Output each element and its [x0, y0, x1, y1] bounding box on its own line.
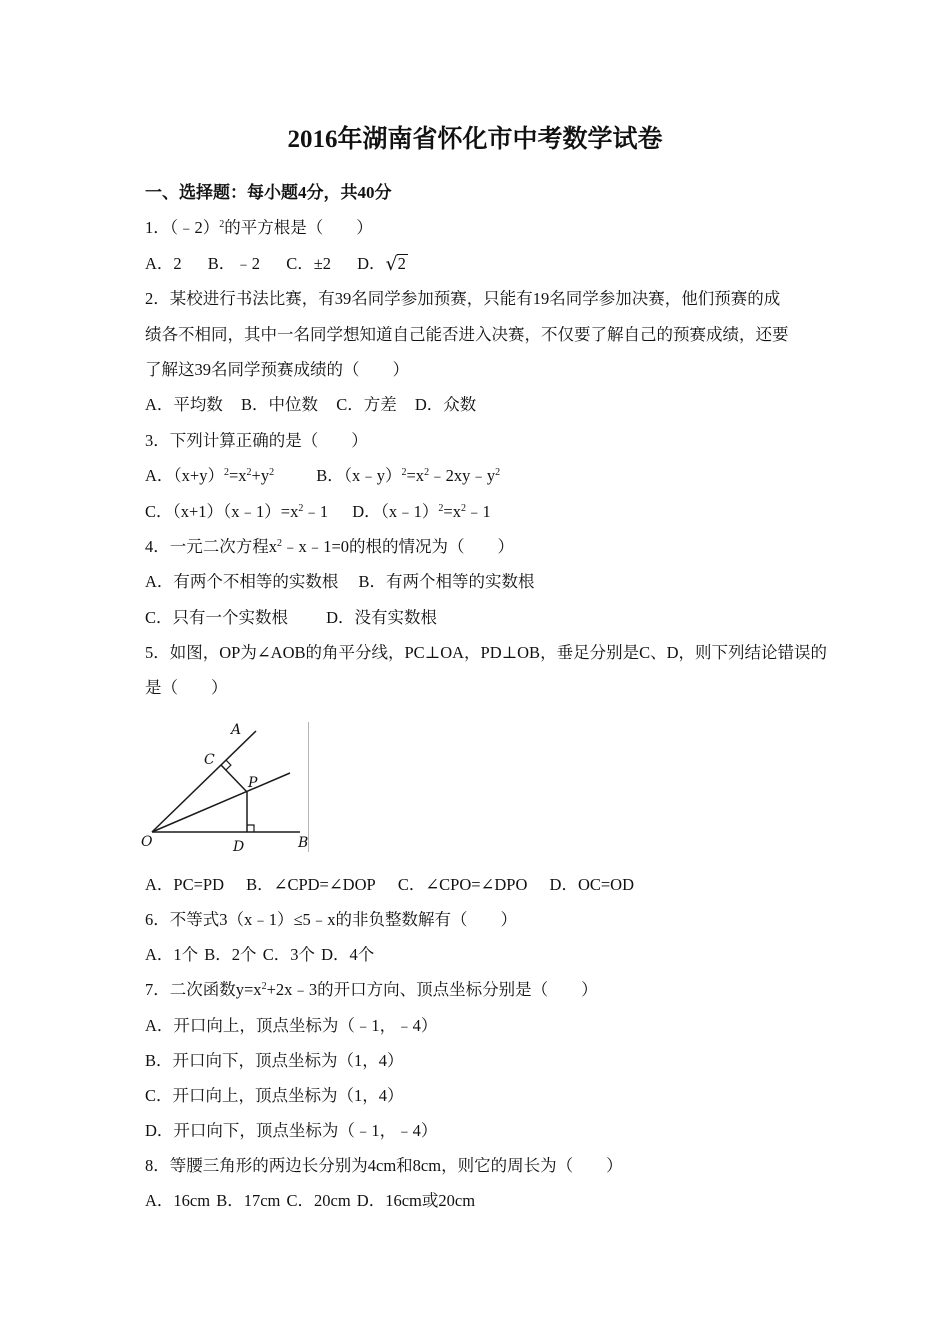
- question-6-option-a: A．1个: [145, 945, 199, 965]
- question-4-options-ab: [145, 564, 865, 599]
- question-7-stem-text: +2x﹣3的开口方向、顶点坐标分别是（ ）: [266, 980, 598, 1000]
- exam-content: [141, 175, 865, 1218]
- question-8-option-c: C．20cm: [286, 1191, 351, 1210]
- question-5-option-b: B．∠CPD=∠DOP: [246, 875, 376, 895]
- option-label: D．: [357, 253, 386, 273]
- superscript: 2: [277, 537, 282, 549]
- superscript: 2: [495, 467, 501, 479]
- question-4-option-b: B．有两个相等的实数根: [358, 572, 535, 592]
- question-1-options: [145, 246, 865, 281]
- question-2-stem-line-2: 绩各不相同，其中一名同学想知道自己能否进入决赛，不仅要了解自己的预赛成绩，还要: [145, 324, 789, 344]
- question-1-stem-text: 的平方根是（ ）: [224, 218, 373, 238]
- math-text: =x: [228, 466, 247, 486]
- question-5-option-a: A．PC=PD: [145, 875, 224, 895]
- exam-title: 2016年湖南省怀化市中考数学试卷: [287, 126, 663, 153]
- question-5-option-d: D．OC=OD: [549, 875, 635, 895]
- question-7-stem: [145, 972, 865, 1007]
- question-7-option-a: A．开口向上，顶点坐标为（﹣1，﹣4）: [145, 1015, 438, 1035]
- question-8-option-a: A．16cm: [145, 1191, 211, 1210]
- question-6-option-d: D．4个: [321, 945, 375, 965]
- right-angle-mark-c: [226, 760, 231, 770]
- math-text: ﹣2xy﹣y: [429, 466, 496, 486]
- question-5-figure-block: [141, 706, 865, 867]
- math-text: =x: [406, 466, 425, 486]
- question-3-option-a: [145, 458, 274, 493]
- question-3-option-d: [352, 494, 490, 529]
- question-5-option-c: C．∠CPO=∠DPO: [397, 875, 528, 895]
- radicand: 2: [397, 253, 406, 273]
- label-b: B: [298, 834, 309, 851]
- question-3-option-c: [145, 494, 328, 529]
- superscript: 2: [460, 502, 466, 514]
- question-2-stem-line-3: 了解这39名同学预赛成绩的（ ）: [145, 359, 409, 379]
- question-4-options-cd: [145, 600, 865, 635]
- question-1-option-a: A．2: [145, 253, 182, 273]
- question-4-stem: [145, 529, 865, 564]
- question-7-option-c: C．开口向上，顶点坐标为（1，4）: [145, 1085, 404, 1105]
- question-1-stem-text: 1．（﹣2）: [145, 218, 220, 238]
- ray-oa: [152, 731, 256, 832]
- superscript: 2: [261, 981, 267, 993]
- question-8-option-b: B．17cm: [216, 1191, 281, 1210]
- question-5-options: [145, 867, 865, 902]
- question-8-stem: 8．等腰三角形的两边长分别为4cm和8cm，则它的周长为（ ）: [145, 1155, 623, 1175]
- label-c: C: [204, 751, 215, 768]
- question-7-option-d: D．开口向下，顶点坐标为（﹣1，﹣4）: [145, 1120, 438, 1140]
- question-2-stem-line-1: 2．某校进行书法比赛，有39名同学参加预赛，只能有19名同学参加决赛，他们预赛的成: [145, 289, 781, 309]
- section-heading: 一、选择题：每小题4分，共40分: [145, 183, 392, 202]
- question-3-options-ab: [145, 458, 865, 493]
- question-4-option-c: C．只有一个实数根: [145, 607, 289, 627]
- superscript: 2: [246, 467, 252, 479]
- question-3-option-b: [316, 458, 500, 493]
- question-2-option-d: D．众数: [414, 395, 477, 415]
- question-7-stem-text: 7．二次函数y=x: [145, 980, 262, 1000]
- segment-pc: [221, 765, 247, 792]
- math-text: ﹣1: [465, 501, 491, 521]
- question-1-option-c: C．±2: [286, 253, 331, 273]
- question-2-option-c: C．方差: [336, 395, 397, 415]
- angle-bisector-figure: [140, 715, 312, 855]
- radical-sign: √: [385, 252, 398, 275]
- question-4-stem-text: ﹣x﹣1=0的根的情况为（ ）: [282, 536, 515, 556]
- right-angle-mark-d: [247, 825, 254, 832]
- math-text: C．（x+1）（x﹣1）=x: [145, 501, 299, 521]
- question-6-stem: 6．不等式3（x﹣1）≤5﹣x的非负整数解有（ ）: [145, 910, 518, 930]
- square-root: [386, 246, 408, 281]
- superscript: 2: [223, 467, 229, 479]
- label-o: O: [141, 833, 153, 850]
- question-3-options-cd: [145, 494, 865, 529]
- question-2-option-a: A．平均数: [145, 395, 223, 415]
- superscript: 2: [219, 219, 225, 231]
- question-4-option-a: A．有两个不相等的实数根: [145, 572, 339, 592]
- math-text: ﹣1: [303, 501, 329, 521]
- question-3-stem: 3．下列计算正确的是（ ）: [145, 430, 368, 450]
- superscript: 2: [269, 467, 275, 479]
- question-1-option-d: [357, 246, 408, 281]
- superscript: 2: [424, 467, 430, 479]
- question-1-stem: [145, 210, 865, 245]
- question-5-stem-line-2: 是（ ）: [145, 678, 228, 698]
- question-4-option-d: D．没有实数根: [326, 607, 438, 627]
- question-7-option-b: B．开口向下，顶点坐标为（1，4）: [145, 1050, 404, 1070]
- bisector-op: [152, 773, 290, 832]
- superscript: 2: [401, 467, 407, 479]
- label-a: A: [231, 721, 242, 738]
- label-d: D: [233, 838, 245, 855]
- math-text: D．（x﹣1）: [352, 501, 439, 521]
- math-text: A．（x+y）: [145, 466, 224, 486]
- question-4-stem-text: 4．一元二次方程x: [145, 536, 277, 556]
- superscript: 2: [438, 502, 444, 514]
- question-5-stem-line-1: 5．如图，OP为∠AOB的角平分线，PC⊥OA，PD⊥OB，垂足分别是C、D，则下列结论错误的: [145, 643, 827, 663]
- question-6-options: [145, 937, 865, 972]
- question-6-option-b: B．2个: [204, 945, 257, 965]
- math-text: +y: [251, 466, 270, 486]
- question-8-options: [145, 1183, 865, 1218]
- math-text: =x: [443, 501, 461, 521]
- label-p: P: [248, 774, 258, 791]
- math-text: B．（x﹣y）: [316, 466, 402, 486]
- question-2-option-b: B．中位数: [241, 395, 319, 415]
- question-6-option-c: C．3个: [262, 945, 315, 965]
- question-1-option-b: B．﹣2: [207, 253, 261, 273]
- question-2-options: [145, 387, 865, 422]
- question-8-option-d: D．16cm或20cm: [356, 1191, 476, 1210]
- superscript: 2: [298, 502, 304, 514]
